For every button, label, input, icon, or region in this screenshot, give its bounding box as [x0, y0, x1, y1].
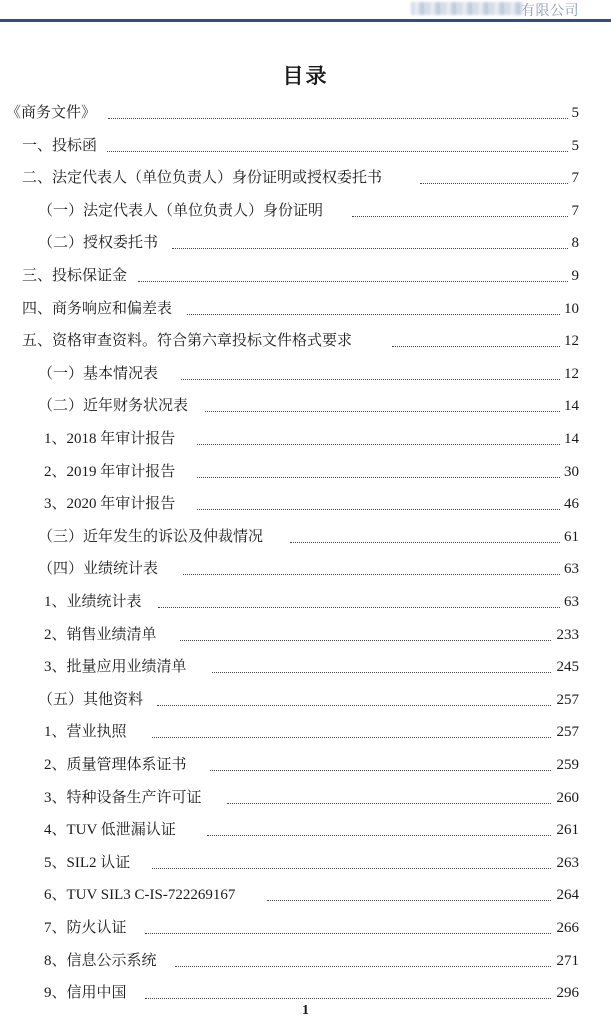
- toc-entry-title: 2、2019 年审计报告: [44, 461, 178, 483]
- toc-entry[interactable]: [0, 787, 611, 809]
- toc-leader-dots: [145, 982, 551, 999]
- toc-leader-dots: [152, 852, 551, 869]
- toc-leader-dots: [107, 135, 568, 152]
- toc-leader-dots: [158, 591, 560, 608]
- toc-entry-page: 259: [556, 757, 579, 773]
- toc-entry-page: 61: [564, 529, 579, 545]
- toc-leader-dots: [145, 917, 551, 934]
- toc-leader-dots: [420, 167, 568, 184]
- toc-entry-title: （四）业绩统计表: [38, 558, 161, 580]
- toc-leader-dots: [172, 232, 568, 249]
- toc-entry-title: 三、投标保证金: [22, 265, 130, 287]
- toc-entry-page: 261: [556, 822, 579, 838]
- toc-entry[interactable]: [0, 363, 611, 385]
- toc-entry-title: 1、营业执照: [44, 721, 130, 743]
- toc-entry-page: 257: [556, 692, 579, 708]
- toc-entry-title: 四、商务响应和偏差表: [22, 298, 175, 320]
- toc-entry-page: 233: [556, 627, 579, 643]
- toc-entry[interactable]: [0, 721, 611, 743]
- redacted-company-name: [411, 2, 523, 15]
- toc-title: 目录: [282, 64, 329, 88]
- toc-entry[interactable]: [0, 298, 611, 320]
- toc-entry[interactable]: [0, 754, 611, 776]
- toc-entry-page: 245: [556, 659, 579, 675]
- toc-entry[interactable]: [0, 558, 611, 580]
- toc-entry[interactable]: [0, 852, 611, 874]
- toc-entry-page: 7: [571, 170, 579, 186]
- toc-entry[interactable]: [0, 950, 611, 972]
- toc-entry-page: 8: [571, 235, 579, 251]
- toc-entry[interactable]: [0, 167, 611, 189]
- toc-entry[interactable]: [0, 493, 611, 515]
- toc-entry[interactable]: [0, 689, 611, 711]
- toc-entry-page: 271: [556, 953, 579, 969]
- toc-entry-page: 14: [564, 431, 579, 447]
- toc-entry[interactable]: [0, 656, 611, 678]
- toc-entry-title: 3、2020 年审计报告: [44, 493, 178, 515]
- toc-leader-dots: [175, 950, 551, 967]
- toc-entry[interactable]: [0, 819, 611, 841]
- toc-entry[interactable]: [0, 330, 611, 352]
- toc-leader-dots: [197, 461, 560, 478]
- toc-entry-title: 6、TUV SIL3 C-IS-722269167: [44, 884, 238, 906]
- toc-entry[interactable]: [0, 102, 611, 124]
- toc-entry-page: 260: [556, 790, 579, 806]
- toc-entry-title: 1、2018 年审计报告: [44, 428, 178, 450]
- toc-entry[interactable]: [0, 461, 611, 483]
- toc-entry-title: 7、防火认证: [44, 917, 130, 939]
- toc-entry-page: 63: [564, 561, 579, 577]
- page-number: 1: [302, 1003, 309, 1018]
- toc-leader-dots: [290, 526, 560, 543]
- toc-leader-dots: [210, 754, 551, 771]
- toc-entry[interactable]: [0, 624, 611, 646]
- toc-entry-title: 9、信用中国: [44, 982, 130, 1004]
- toc-leader-dots: [180, 624, 551, 641]
- toc-leader-dots: [392, 330, 560, 347]
- toc-leader-dots: [152, 721, 551, 738]
- toc-entry-title: 8、信息公示系统: [44, 950, 160, 972]
- toc-leader-dots: [108, 102, 568, 119]
- toc-leader-dots: [205, 395, 560, 412]
- toc-leader-dots: [138, 265, 568, 282]
- toc-entry-title: 2、销售业绩清单: [44, 624, 160, 646]
- toc-entry[interactable]: [0, 982, 611, 1004]
- toc-entry-title: 一、投标函: [22, 135, 100, 157]
- toc-entry[interactable]: [0, 232, 611, 254]
- toc-entry-page: 264: [556, 887, 579, 903]
- toc-leader-dots: [183, 558, 560, 575]
- toc-entry[interactable]: [0, 395, 611, 417]
- toc-entry[interactable]: [0, 135, 611, 157]
- toc-entry-page: 296: [556, 985, 579, 1001]
- toc-leader-dots: [181, 363, 560, 380]
- toc-entry-page: 266: [556, 920, 579, 936]
- toc-entry-page: 12: [564, 333, 579, 349]
- toc-leader-dots: [352, 200, 568, 217]
- toc-entry-title: 4、TUV 低泄漏认证: [44, 819, 179, 841]
- toc-entry-page: 5: [571, 138, 579, 154]
- toc-entry-page: 7: [571, 203, 579, 219]
- toc-entry-page: 14: [564, 398, 579, 414]
- toc-entry-title: （五）其他资料: [38, 689, 146, 711]
- toc-entry-title: （二）近年财务状况表: [38, 395, 191, 417]
- toc-entry-title: 1、业绩统计表: [44, 591, 145, 613]
- toc-entry-page: 12: [564, 366, 579, 382]
- toc-entry[interactable]: [0, 265, 611, 287]
- toc-entry[interactable]: [0, 200, 611, 222]
- toc-entry-title: 二、法定代表人（单位负责人）身份证明或授权委托书: [22, 167, 385, 189]
- toc-entry-title: 《商务文件》: [6, 102, 99, 124]
- header-company: 有限公司: [521, 4, 579, 19]
- toc-entry-page: 5: [571, 105, 579, 121]
- toc-entry[interactable]: [0, 591, 611, 613]
- toc-leader-dots: [207, 819, 551, 836]
- toc-entry[interactable]: [0, 917, 611, 939]
- page-header: [0, 0, 611, 22]
- toc-entry[interactable]: [0, 526, 611, 548]
- toc-entry-title: 5、SIL2 认证: [44, 852, 133, 874]
- header-rule: [0, 19, 611, 22]
- toc-entry-page: 30: [564, 464, 579, 480]
- toc-entry[interactable]: [0, 428, 611, 450]
- toc-leader-dots: [197, 428, 560, 445]
- toc-leader-dots: [227, 787, 551, 804]
- toc-leader-dots: [267, 884, 551, 901]
- toc-entry-title: （三）近年发生的诉讼及仲裁情况: [38, 526, 266, 548]
- toc-leader-dots: [212, 656, 551, 673]
- toc-entry-page: 46: [564, 496, 579, 512]
- toc-entry-page: 10: [564, 301, 579, 317]
- toc-entry-title: （一）法定代表人（单位负责人）身份证明: [38, 200, 326, 222]
- toc-entry-title: 五、资格审查资料。符合第六章投标文件格式要求: [22, 330, 355, 352]
- toc-leader-dots: [157, 689, 551, 706]
- toc-entry-page: 257: [556, 724, 579, 740]
- toc-entry-title: 3、批量应用业绩清单: [44, 656, 190, 678]
- toc-entry-page: 9: [571, 268, 579, 284]
- toc-entry[interactable]: [0, 884, 611, 906]
- toc-entry-page: 63: [564, 594, 579, 610]
- toc-entry-page: 263: [556, 855, 579, 871]
- toc-entry-title: （一）基本情况表: [38, 363, 161, 385]
- toc-entry-title: 2、质量管理体系证书: [44, 754, 190, 776]
- toc-leader-dots: [187, 298, 560, 315]
- toc-leader-dots: [197, 493, 560, 510]
- toc-entry-title: （二）授权委托书: [38, 232, 161, 254]
- toc-entry-title: 3、特种设备生产许可证: [44, 787, 205, 809]
